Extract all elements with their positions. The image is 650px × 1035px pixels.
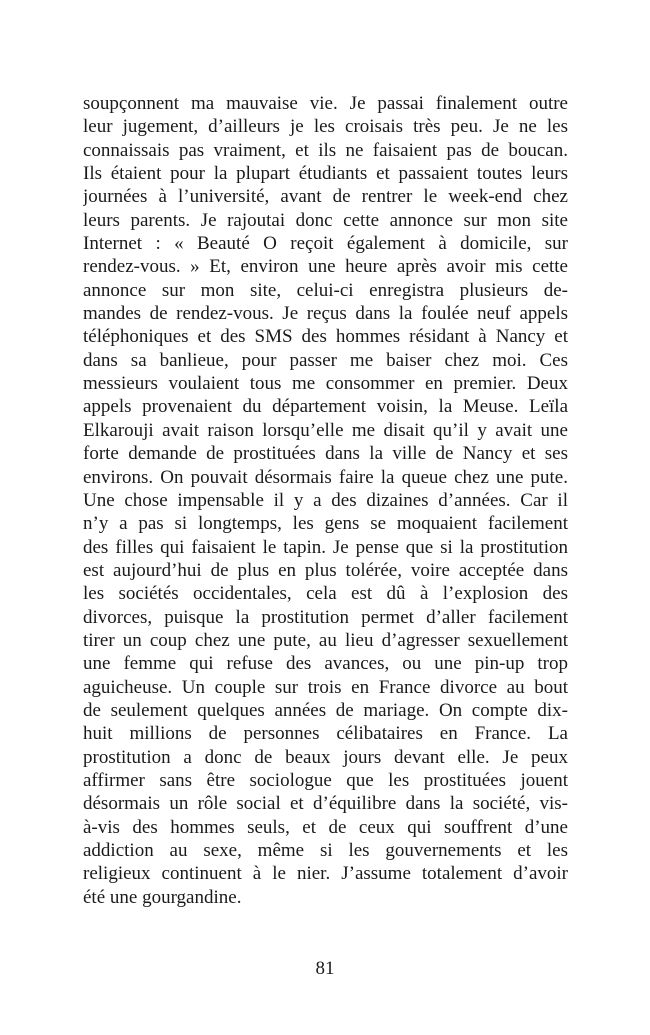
body-text [83,92,568,909]
text-line: forte demande de prostituées dans la ville de Nancy et ses [83,443,568,465]
text-line: divorces, puisque la prostitution permet d’aller facilement [83,606,568,628]
text-line: Internet : « Beauté O reçoit également à domicile, sur [83,233,568,255]
text-line: annonce sur mon site, celui-ci enregistra plusieurs de- [83,279,568,301]
text-line: désormais un rôle social et d’équilibre dans la société, vis- [83,793,568,815]
text-line: Une chose impensable il y a des dizaines d’années. Car il [83,489,568,511]
text-line: aguicheuse. Un couple sur trois en France divorce au bout [83,676,568,698]
text-line: tirer un coup chez une pute, au lieu d’agresser sexuellement [83,629,568,651]
text-line: rendez-vous. » Et, environ une heure après avoir mis cette [83,256,568,278]
text-line: connaissais pas vraiment, et ils ne faisaient pas de boucan. [83,139,568,161]
text-line: messieurs voulaient tous me consommer en premier. Deux [83,373,568,395]
text-line: soupçonnent ma mauvaise vie. Je passai finalement outre [83,93,568,114]
text-line: des filles qui faisaient le tapin. Je pense que si la prostitution [83,536,568,558]
text-line: journées à l’université, avant de rentrer le week-end chez [83,186,568,208]
text-line: dans sa banlieue, pour passer me baiser chez moi. Ces [83,349,568,371]
text-line: huit millions de personnes célibataires en France. La [83,723,568,745]
text-line: à-vis des hommes seuls, et de ceux qui souffrent d’une [83,816,568,838]
text-line: Elkarouji avait raison lorsqu’elle me disait qu’il y avait une [83,419,568,441]
text-line: leur jugement, d’ailleurs je les croisais très peu. Je ne les [83,116,568,138]
text-line: les sociétés occidentales, cela est dû à l’explosion des [83,583,568,605]
text-line: été une gourgandine. [83,886,242,908]
text-line: une femme qui refuse des avances, ou une pin-up trop [83,653,568,675]
text-line: leurs parents. Je rajoutai donc cette annonce sur mon site [83,209,568,231]
text-line: mandes de rendez-vous. Je reçus dans la foulée neuf appels [83,303,568,325]
page-number: 81 [315,958,335,979]
text-line: appels provenaient du département voisin, la Meuse. Leïla [83,396,568,418]
text-line: affirmer sans être sociologue que les prostituées jouent [83,769,568,791]
text-line: n’y a pas si longtemps, les gens se moquaient facilement [83,513,568,535]
text-line: environs. On pouvait désormais faire la queue chez une pute. [83,466,568,488]
text-line: religieux continuent à le nier. J’assume totalement d’avoir [83,863,568,885]
text-line: addiction au sexe, même si les gouvernements et les [83,840,568,861]
text-line: de seulement quelques années de mariage. On compte dix- [83,699,568,721]
text-line: prostitution a donc de beaux jours devant elle. Je peux [83,746,568,768]
text-line: téléphoniques et des SMS des hommes résidant à Nancy et [83,326,568,348]
text-line: est aujourd’hui de plus en plus tolérée, voire acceptée dans [83,559,568,581]
text-line: Ils étaient pour la plupart étudiants et passaient toutes leurs [83,163,568,185]
